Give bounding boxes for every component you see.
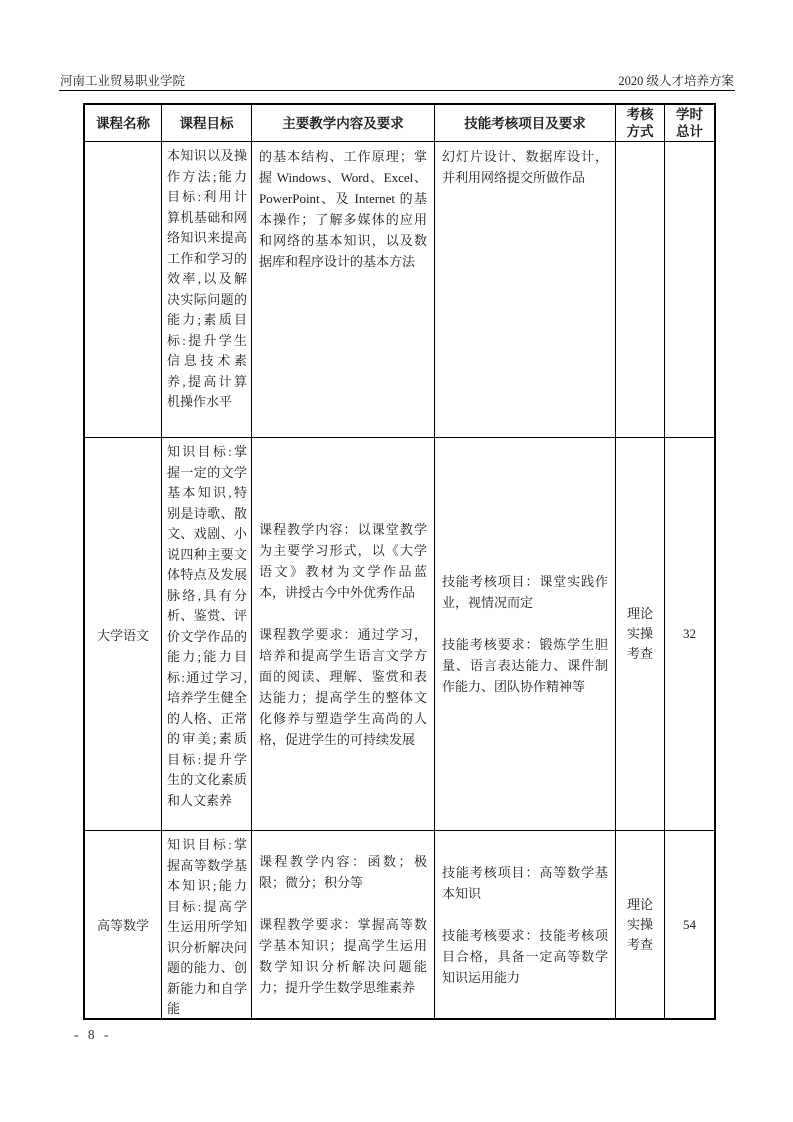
content-paragraph: 的基本结构、工作原理；掌握 Windows、Word、Excel、PowerPoint、及 Internet 的基本操作；了解多媒体的应用和网络的基本知识，以及数据库和程序设计的基本方法: [259, 149, 427, 269]
header-school-name: 河南工业贸易职业学院: [60, 74, 186, 88]
cell-objectives-row1: [162, 142, 252, 438]
method-line: 考查: [626, 646, 653, 661]
hours-text: 32: [683, 626, 696, 641]
cell-content-row1: [252, 142, 435, 438]
method-line: 理论: [626, 606, 653, 621]
content-paragraph: 课程教学要求：掌握高等数学基本知识；提高学生运用数学知识分析解决问题能力；提升学生数学思维素养: [259, 917, 427, 995]
cell-method-row3: [616, 831, 665, 1018]
assessment-paragraph: 技能考核要求：锻炼学生胆量、语言表达能力、课件制作能力、团队协作精神等: [442, 637, 608, 694]
cell-assessment-row2: [435, 438, 616, 831]
objectives-text: 知识目标:掌握一定的文学基本知识,特别是诗歌、散文、戏剧、小说四种主要文体特点及发展脉络,具有分析、鉴赏、评价文学作品的能力;能力目标:通过学习,培养学生健全的人格、正常的审美;素质目标:提升学生的文化素质和人文素养: [167, 444, 247, 808]
objectives-text: 本知识以及操作方法;能力目标:利用计算机基础和网络知识来提高工作和学习的效率,以及解决实际问题的能力;素质目标:提升学生信息技术素养,提高计算机操作水平: [167, 148, 247, 409]
method-line: 理论: [626, 896, 653, 912]
assessment-paragraph: 技能考核项目：高等数学基本知识: [442, 864, 608, 901]
cell-hours-row2: [665, 438, 714, 831]
header-plan-title: 2020 级人才培养方案: [618, 74, 734, 88]
column-header-content: [252, 105, 435, 142]
cell-objectives-row3: [162, 831, 252, 1018]
header-rule: [59, 90, 735, 91]
cell-course-name-row3: [85, 831, 162, 1018]
cell-objectives-row2: [162, 438, 252, 831]
method-line: 实操: [626, 626, 653, 641]
assessment-paragraph: 技能考核要求：技能考核项目合格，具备一定高等数学知识运用能力: [442, 927, 608, 985]
method-line: 考查: [626, 936, 653, 952]
assessment-paragraph: 技能考核项目：课堂实践作业，视情况而定: [442, 574, 608, 610]
column-header-label: 课程目标: [179, 115, 234, 131]
column-header-method: [616, 105, 665, 142]
content-paragraph: 课程教学内容：函数；极限；微分；积分等: [259, 854, 427, 890]
cell-course-name-row1: [85, 142, 162, 438]
course-name-text: 高等数学: [96, 918, 149, 933]
column-header-course-name: [85, 105, 162, 142]
cell-assessment-row1: [435, 142, 616, 438]
column-header-label: 课程名称: [96, 115, 150, 131]
column-header-label: 主要教学内容及要求: [282, 115, 404, 131]
column-header-label: 技能考核项目及要求: [464, 115, 586, 131]
cell-method-row1: [616, 142, 665, 438]
cell-hours-row1: [665, 142, 714, 438]
column-header-label: 学时总计: [676, 107, 703, 139]
content-paragraph: 课程教学内容：以课堂教学为主要学习形式，以《大学语文》教材为文学作品蓝本，讲授古今中外优秀作品: [259, 521, 427, 600]
hours-text: 54: [683, 916, 696, 932]
objectives-text: 知识目标:掌握高等数学基本知识;能力目标:提高学生运用所学知识分析解决问题的能力、创新能力和自学能: [167, 837, 247, 1016]
document-header: [60, 71, 734, 89]
cell-method-row2: [616, 438, 665, 831]
assessment-paragraph: 幻灯片设计、数据库设计，并利用网络提交所做作品: [442, 149, 608, 185]
column-header-label: 考核方式: [626, 107, 654, 139]
column-header-assessment: [435, 105, 616, 142]
content-paragraph: 课程教学要求：通过学习，培养和提高学生语言文学方面的阅读、理解、鉴赏和表达能力；提高学生的整体文化修养与塑造学生高尚的人格，促进学生的可持续发展: [259, 626, 427, 747]
cell-content-row3: [252, 831, 435, 1018]
cell-hours-row3: [665, 831, 714, 1018]
cell-course-name-row2: [85, 438, 162, 831]
cell-content-row2: [252, 438, 435, 831]
course-table: [83, 103, 716, 1020]
course-name-text: 大学语文: [96, 627, 149, 643]
page-number: - 8 -: [74, 1027, 112, 1042]
column-header-objectives: [162, 105, 252, 142]
method-line: 实操: [626, 916, 653, 932]
cell-assessment-row3: [435, 831, 616, 1018]
column-header-hours: [665, 105, 714, 142]
